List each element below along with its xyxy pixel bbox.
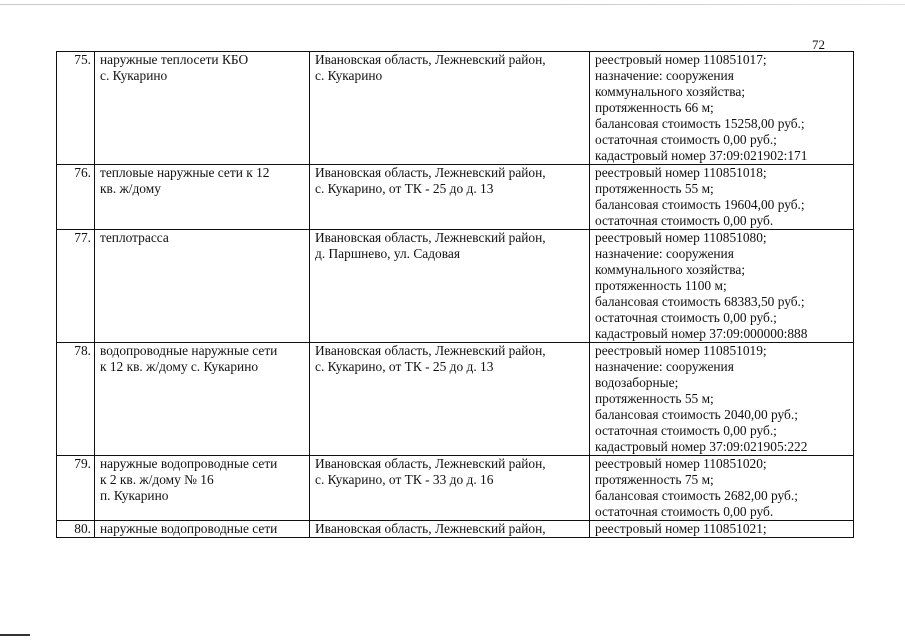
page-number: 72 <box>812 37 825 52</box>
address-cell <box>310 521 590 538</box>
object-name-cell <box>95 230 310 343</box>
address-line: Ивановская область, Лежневский район, <box>315 343 546 358</box>
object-name-line: кв. ж/дому <box>100 181 161 196</box>
address-line: с. Кукарино, от ТК - 25 до д. 13 <box>315 181 494 196</box>
details-line: балансовая стоимость 2682,00 руб.; <box>595 488 798 503</box>
table-row <box>57 343 854 456</box>
object-name-line: п. Кукарино <box>100 488 169 503</box>
details-line: реестровый номер 110851017; <box>595 52 767 67</box>
object-name-cell <box>95 165 310 230</box>
registry-table-body <box>57 52 854 538</box>
details-line: балансовая стоимость 2040,00 руб.; <box>595 407 798 422</box>
object-name-cell <box>95 521 310 538</box>
details-line: протяженность 75 м; <box>595 472 714 487</box>
address-line: с. Кукарино, от ТК - 25 до д. 13 <box>315 359 494 374</box>
object-name-cell <box>95 52 310 165</box>
scan-edge-top <box>0 4 905 5</box>
details-line: реестровый номер 110851020; <box>595 456 767 471</box>
address-line: Ивановская область, Лежневский район, <box>315 230 546 245</box>
scan-edge-bottom <box>0 634 30 636</box>
row-number: 78. <box>57 343 95 456</box>
object-name-line: тепловые наружные сети к 12 <box>100 165 270 180</box>
details-line: балансовая стоимость 19604,00 руб.; <box>595 197 805 212</box>
details-line: остаточная стоимость 0,00 руб.; <box>595 132 777 147</box>
address-cell <box>310 343 590 456</box>
details-cell <box>590 52 854 165</box>
address-cell <box>310 456 590 521</box>
object-name-line: теплотрасса <box>100 230 169 245</box>
details-line: протяженность 66 м; <box>595 100 714 115</box>
object-name-cell <box>95 343 310 456</box>
details-line: назначение: сооружения <box>595 359 734 374</box>
details-line: реестровый номер 110851018; <box>595 165 767 180</box>
address-line: Ивановская область, Лежневский район, <box>315 521 546 536</box>
address-cell <box>310 230 590 343</box>
row-number: 79. <box>57 456 95 521</box>
property-registry-table <box>56 51 854 538</box>
address-line: д. Паршнево, ул. Садовая <box>315 246 460 261</box>
details-line: реестровый номер 110851080; <box>595 230 767 245</box>
table-row <box>57 230 854 343</box>
details-line: остаточная стоимость 0,00 руб. <box>595 213 774 228</box>
row-number: 75. <box>57 52 95 165</box>
object-name-line: к 12 кв. ж/дому с. Кукарино <box>100 359 259 374</box>
row-number: 76. <box>57 165 95 230</box>
details-line: коммунального хозяйства; <box>595 84 746 99</box>
address-line: Ивановская область, Лежневский район, <box>315 52 546 67</box>
details-line: балансовая стоимость 15258,00 руб.; <box>595 116 805 131</box>
details-cell <box>590 521 854 538</box>
object-name-line: наружные водопроводные сети <box>100 456 278 471</box>
object-name-line: наружные теплосети КБО <box>100 52 249 67</box>
object-name-line: с. Кукарино <box>100 68 168 83</box>
details-cell <box>590 456 854 521</box>
address-cell <box>310 165 590 230</box>
table-row <box>57 521 854 538</box>
object-name-line: наружные водопроводные сети <box>100 521 278 536</box>
details-line: назначение: сооружения <box>595 68 734 83</box>
details-line: остаточная стоимость 0,00 руб.; <box>595 423 777 438</box>
table-row <box>57 52 854 165</box>
row-number: 77. <box>57 230 95 343</box>
details-line: реестровый номер 110851019; <box>595 343 767 358</box>
table-row <box>57 456 854 521</box>
address-line: с. Кукарино <box>315 68 383 83</box>
details-line: водозаборные; <box>595 375 679 390</box>
address-cell <box>310 52 590 165</box>
details-cell <box>590 165 854 230</box>
table-row <box>57 165 854 230</box>
address-line: Ивановская область, Лежневский район, <box>315 456 546 471</box>
details-line: остаточная стоимость 0,00 руб.; <box>595 310 777 325</box>
details-line: остаточная стоимость 0,00 руб. <box>595 504 774 519</box>
details-line: реестровый номер 110851021; <box>595 521 767 536</box>
details-line: протяженность 55 м; <box>595 181 714 196</box>
details-line: протяженность 1100 м; <box>595 278 727 293</box>
details-cell <box>590 230 854 343</box>
address-line: Ивановская область, Лежневский район, <box>315 165 546 180</box>
details-line: назначение: сооружения <box>595 246 734 261</box>
row-number: 80. <box>57 521 95 538</box>
details-cell <box>590 343 854 456</box>
object-name-line: к 2 кв. ж/дому № 16 <box>100 472 214 487</box>
details-line: кадастровый номер 37:09:021905:222 <box>595 439 808 454</box>
details-line: кадастровый номер 37:09:021902:171 <box>595 148 808 163</box>
object-name-line: водопроводные наружные сети <box>100 343 278 358</box>
details-line: коммунального хозяйства; <box>595 262 746 277</box>
details-line: кадастровый номер 37:09:000000:888 <box>595 326 808 341</box>
details-line: балансовая стоимость 68383,50 руб.; <box>595 294 805 309</box>
object-name-cell <box>95 456 310 521</box>
address-line: с. Кукарино, от ТК - 33 до д. 16 <box>315 472 494 487</box>
details-line: протяженность 55 м; <box>595 391 714 406</box>
